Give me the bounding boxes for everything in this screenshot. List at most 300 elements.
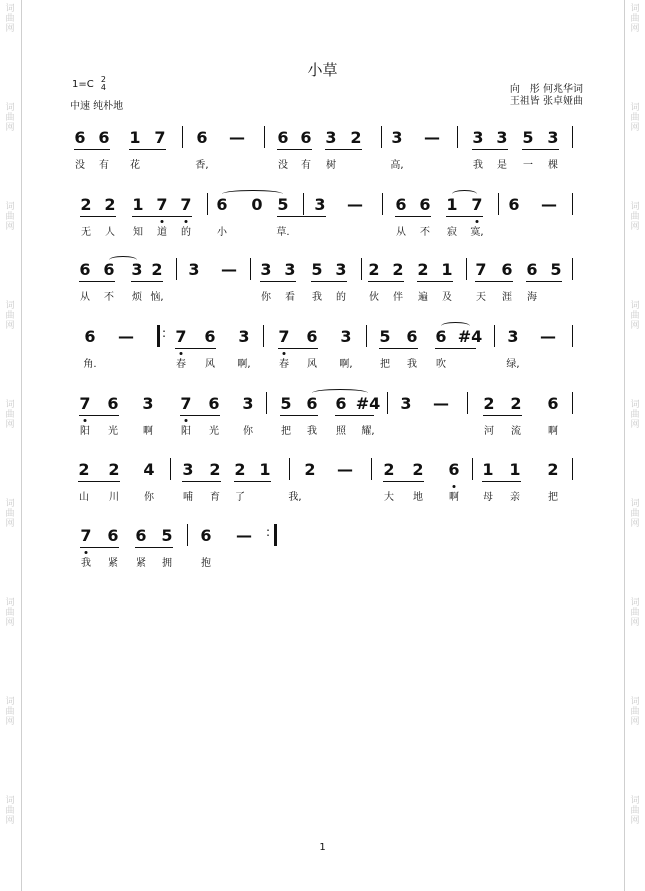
beam-line — [417, 281, 453, 282]
slur — [222, 190, 283, 198]
watermark-char: 词 — [630, 103, 640, 113]
note: 7 — [180, 394, 192, 413]
note: #4 — [457, 327, 483, 346]
bar-line — [572, 458, 573, 480]
watermark-char: 曲 — [630, 806, 640, 816]
watermark-char: 曲 — [630, 707, 640, 717]
lyric-char: 棵 — [548, 160, 558, 171]
note: 6 — [98, 128, 110, 147]
lyric-char: 不 — [420, 227, 430, 238]
lyric-char: 啊, — [339, 359, 353, 370]
note: 2 — [510, 394, 522, 413]
note: 2 — [350, 128, 362, 147]
watermark-block — [3, 499, 17, 529]
note: 6 — [306, 394, 318, 413]
lyric-char: 树 — [326, 160, 336, 171]
note: 6 — [501, 260, 513, 279]
lyric-char: 啊, — [237, 359, 251, 370]
note: 2 — [108, 460, 120, 479]
note: 3 — [507, 327, 519, 346]
note: 2 — [412, 460, 424, 479]
watermark-char: 曲 — [630, 14, 640, 24]
lyric-char: 从 — [396, 227, 406, 238]
watermark-char: 词 — [630, 400, 640, 410]
watermark-char: 词 — [630, 697, 640, 707]
bar-line — [466, 258, 467, 280]
note: 6 — [204, 327, 216, 346]
beam-line — [175, 348, 216, 349]
watermark-char: 词 — [630, 499, 640, 509]
bar-line — [274, 524, 277, 546]
watermark-char: 词 — [5, 796, 15, 806]
lyric-char: 寂 — [447, 227, 457, 238]
watermark-char: 网 — [5, 24, 15, 34]
watermark-char: 网 — [630, 618, 640, 628]
lyric-char: 香, — [195, 160, 209, 171]
lyric-char: 的 — [336, 292, 346, 303]
beam-line — [379, 348, 418, 349]
watermark-block — [628, 202, 642, 232]
beam-line — [475, 281, 513, 282]
beam-line — [79, 281, 115, 282]
beam-line — [132, 216, 192, 217]
note: 2 — [304, 460, 316, 479]
watermark-char: 词 — [630, 796, 640, 806]
page-number: 1 — [319, 842, 326, 853]
lyric-char: 伙 — [369, 292, 379, 303]
watermark-block — [3, 400, 17, 430]
lyric-char: 育 — [210, 492, 220, 503]
note: 3 — [260, 260, 272, 279]
lyric-char: 川 — [109, 492, 119, 503]
lyric-char: 风 — [307, 359, 317, 370]
watermark-char: 曲 — [630, 509, 640, 519]
note: 1 — [509, 460, 521, 479]
note: 6 — [200, 526, 212, 545]
watermark-block — [3, 697, 17, 727]
credits — [510, 84, 583, 108]
note: 3 — [188, 260, 200, 279]
lyric-char: 烦 — [132, 292, 142, 303]
bar-line — [457, 126, 458, 148]
bar-line — [366, 325, 367, 347]
lyric-char: 无 — [81, 227, 91, 238]
note: 2 — [383, 460, 395, 479]
note: 7 — [154, 128, 166, 147]
lyric-char: 高, — [390, 160, 404, 171]
note: 3 — [142, 394, 154, 413]
note: #4 — [355, 394, 381, 413]
lyric-char: 你 — [243, 426, 253, 437]
bar-line — [157, 325, 160, 347]
beam-line — [277, 216, 326, 217]
bar-line — [472, 458, 473, 480]
note: — — [229, 128, 245, 147]
lyric-char: 把 — [380, 359, 390, 370]
watermark-block — [628, 4, 642, 34]
lyric-char: 河 — [484, 426, 494, 437]
note: 5 — [522, 128, 534, 147]
note: 5 — [379, 327, 391, 346]
right-rail — [624, 0, 625, 891]
note: 3 — [340, 327, 352, 346]
note: 5 — [161, 526, 173, 545]
beam-line — [383, 481, 424, 482]
lyric-char: 光 — [108, 426, 118, 437]
watermark-char: 曲 — [5, 14, 15, 24]
watermark-char: 网 — [630, 816, 640, 826]
watermark-block — [3, 202, 17, 232]
lyric-char: 阳 — [80, 426, 90, 437]
note: 3 — [391, 128, 403, 147]
watermark-char: 网 — [5, 222, 15, 232]
lyric-char: 阳 — [181, 426, 191, 437]
lyric-char: 地 — [413, 492, 423, 503]
bar-line — [182, 126, 183, 148]
bar-line — [266, 392, 267, 414]
note: 6 — [277, 128, 289, 147]
watermark-block — [628, 598, 642, 628]
note: 6 — [508, 195, 520, 214]
lyric-char: 耀, — [361, 426, 375, 437]
watermark-char: 网 — [5, 123, 15, 133]
watermark-char: 曲 — [5, 311, 15, 321]
note: — — [337, 460, 353, 479]
beam-line — [180, 415, 220, 416]
watermark-char: 词 — [5, 697, 15, 707]
lyric-char: 吹 — [436, 359, 446, 370]
note: 2 — [80, 195, 92, 214]
note: 2 — [547, 460, 559, 479]
lyric-char: 照 — [336, 426, 346, 437]
watermark-char: 网 — [5, 321, 15, 331]
note: — — [118, 327, 134, 346]
time-top: 2 — [100, 75, 107, 84]
note: 2 — [104, 195, 116, 214]
lyric-char: 的 — [181, 227, 191, 238]
note: 3 — [131, 260, 143, 279]
watermark-char: 词 — [5, 499, 15, 509]
bar-line — [264, 126, 265, 148]
beam-line — [74, 149, 110, 150]
bar-line — [207, 193, 208, 215]
watermark-char: 曲 — [630, 212, 640, 222]
note: 1 — [446, 195, 458, 214]
note: 1 — [482, 460, 494, 479]
note: 5 — [277, 195, 289, 214]
bar-line — [250, 258, 251, 280]
beam-line — [446, 216, 483, 217]
watermark-char: 曲 — [5, 212, 15, 222]
note: 6 — [448, 460, 460, 479]
note: 7 — [471, 195, 483, 214]
beam-line — [78, 481, 120, 482]
note: 6 — [335, 394, 347, 413]
lyric-char: 啊 — [143, 426, 153, 437]
note: 0 — [251, 195, 263, 214]
note: — — [347, 195, 363, 214]
lyric-char: 角. — [83, 359, 97, 370]
lyric-char: 海 — [527, 292, 537, 303]
watermark-char: 网 — [5, 816, 15, 826]
lyric-char: 我 — [312, 292, 322, 303]
watermark-block — [3, 796, 17, 826]
note: 1 — [441, 260, 453, 279]
watermark-char: 曲 — [5, 608, 15, 618]
note: 3 — [325, 128, 337, 147]
slur — [312, 389, 368, 397]
watermark-block — [3, 4, 17, 34]
lyric-char: 天 — [476, 292, 486, 303]
beam-line — [435, 348, 476, 349]
note: 7 — [475, 260, 487, 279]
beam-line — [277, 149, 312, 150]
beam-line — [280, 415, 318, 416]
note: 7 — [80, 526, 92, 545]
note: 6 — [406, 327, 418, 346]
bar-line — [387, 392, 388, 414]
slur — [452, 190, 477, 198]
beam-line — [472, 149, 508, 150]
lyric-char: 涯 — [502, 292, 512, 303]
beam-line — [522, 149, 559, 150]
bar-line — [572, 325, 573, 347]
watermark-block — [3, 598, 17, 628]
beam-line — [129, 149, 166, 150]
beam-line — [311, 281, 347, 282]
note: — — [433, 394, 449, 413]
page-title: 小草 — [307, 61, 338, 79]
note: 6 — [84, 327, 96, 346]
lyric-char: 流 — [511, 426, 521, 437]
lyric-char: 春 — [176, 359, 186, 370]
watermark-char: 网 — [630, 222, 640, 232]
note: 2 — [234, 460, 246, 479]
note: 3 — [400, 394, 412, 413]
lyric-char: 春 — [279, 359, 289, 370]
beam-line — [234, 481, 271, 482]
bar-line — [572, 126, 573, 148]
lyric-char: 花 — [130, 160, 140, 171]
lyric-char: 山 — [79, 492, 89, 503]
beam-line — [483, 415, 522, 416]
beam-line — [182, 481, 221, 482]
watermark-char: 曲 — [630, 608, 640, 618]
note: 6 — [526, 260, 538, 279]
beam-line — [80, 216, 116, 217]
note: 6 — [306, 327, 318, 346]
lyric-char: 寞, — [470, 227, 484, 238]
watermark-block — [628, 499, 642, 529]
watermark-char: 词 — [5, 103, 15, 113]
note: 3 — [242, 394, 254, 413]
note: 6 — [107, 526, 119, 545]
watermark-block — [628, 400, 642, 430]
note: — — [540, 327, 556, 346]
lyric-char: 你 — [144, 492, 154, 503]
lyric-char: 小 — [217, 227, 227, 238]
time-signature — [101, 76, 106, 92]
note: 1 — [132, 195, 144, 214]
watermark-block — [628, 301, 642, 331]
beam-line — [278, 348, 318, 349]
beam-line — [79, 415, 119, 416]
lyric-char: 你 — [261, 292, 271, 303]
bar-line — [381, 126, 382, 148]
note: 7 — [278, 327, 290, 346]
beam-line — [395, 216, 431, 217]
lyric-char: 我 — [307, 426, 317, 437]
watermark-char: 网 — [630, 717, 640, 727]
bar-line — [176, 258, 177, 280]
note: 7 — [180, 195, 192, 214]
repeat-end-dots: : — [266, 525, 271, 539]
watermark-char: 词 — [630, 202, 640, 212]
note: 6 — [208, 394, 220, 413]
watermark-char: 词 — [5, 202, 15, 212]
beam-line — [131, 281, 163, 282]
note: 7 — [79, 394, 91, 413]
key-label: 1=C — [72, 78, 94, 90]
bar-line — [572, 258, 573, 280]
note: 6 — [79, 260, 91, 279]
lyric-char: 啊 — [548, 426, 558, 437]
bar-line — [467, 392, 468, 414]
watermark-char: 曲 — [630, 113, 640, 123]
bar-line — [572, 392, 573, 414]
bar-line — [572, 193, 573, 215]
watermark-char: 曲 — [5, 509, 15, 519]
note: 6 — [435, 327, 447, 346]
lyric-char: 是 — [497, 160, 507, 171]
tempo-marking: 中速 纯朴地 — [70, 101, 124, 112]
time-bottom: 4 — [100, 83, 107, 92]
lyric-char: 草. — [276, 227, 290, 238]
watermark-char: 词 — [5, 400, 15, 410]
bar-line — [361, 258, 362, 280]
slur — [441, 322, 470, 330]
note: 6 — [103, 260, 115, 279]
note: 6 — [300, 128, 312, 147]
note: 2 — [417, 260, 429, 279]
note: 4 — [143, 460, 155, 479]
lyric-char: 我 — [407, 359, 417, 370]
beam-line — [482, 481, 521, 482]
lyric-char: 不 — [104, 292, 114, 303]
note: 3 — [182, 460, 194, 479]
note: 5 — [280, 394, 292, 413]
watermark-char: 词 — [5, 4, 15, 14]
beam-line — [325, 149, 362, 150]
lyric-char: 光 — [209, 426, 219, 437]
note: 5 — [550, 260, 562, 279]
lyric-char: 我 — [81, 558, 91, 569]
watermark-char: 网 — [5, 420, 15, 430]
watermark-block — [628, 697, 642, 727]
lyric-char: 把 — [281, 426, 291, 437]
lyric-char: 把 — [548, 492, 558, 503]
lyric-char: 没 — [278, 160, 288, 171]
note: 6 — [395, 195, 407, 214]
bar-line — [498, 193, 499, 215]
note: 6 — [419, 195, 431, 214]
note: — — [236, 526, 252, 545]
lyric-char: 看 — [285, 292, 295, 303]
bar-line — [170, 458, 171, 480]
lyric-char: 道 — [157, 227, 167, 238]
note: 7 — [175, 327, 187, 346]
watermark-char: 曲 — [630, 410, 640, 420]
lyricist: 向 彤 何兆华词 — [509, 84, 583, 95]
watermark-block — [628, 103, 642, 133]
lyric-char: 人 — [105, 227, 115, 238]
watermark-char: 曲 — [5, 806, 15, 816]
watermark-char: 网 — [630, 321, 640, 331]
lyric-char: 遍 — [418, 292, 428, 303]
bar-line — [303, 193, 304, 215]
lyric-char: 知 — [133, 227, 143, 238]
bar-line — [187, 524, 188, 546]
beam-line — [80, 547, 119, 548]
note: — — [424, 128, 440, 147]
left-rail — [21, 0, 22, 891]
lyric-char: 哺 — [183, 492, 193, 503]
note: 6 — [135, 526, 147, 545]
beam-line — [335, 415, 374, 416]
watermark-char: 词 — [630, 598, 640, 608]
watermark-char: 网 — [630, 24, 640, 34]
note: 1 — [129, 128, 141, 147]
watermark-char: 网 — [630, 519, 640, 529]
note: 5 — [311, 260, 323, 279]
watermark-char: 网 — [5, 519, 15, 529]
bar-line — [289, 458, 290, 480]
note: 6 — [216, 195, 228, 214]
watermark-char: 曲 — [630, 311, 640, 321]
lyric-char: 伴 — [393, 292, 403, 303]
watermark-char: 网 — [5, 618, 15, 628]
lyric-char: 我 — [473, 160, 483, 171]
composer: 王祖皆 张卓娅曲 — [509, 96, 583, 107]
note: 6 — [74, 128, 86, 147]
lyric-char: 有 — [99, 160, 109, 171]
watermark-char: 曲 — [5, 707, 15, 717]
note: 6 — [107, 394, 119, 413]
note: 3 — [547, 128, 559, 147]
beam-line — [526, 281, 562, 282]
note: 3 — [496, 128, 508, 147]
bar-line — [494, 325, 495, 347]
note: 2 — [78, 460, 90, 479]
note: 3 — [314, 195, 326, 214]
lyric-char: 母 — [483, 492, 493, 503]
watermark-block — [3, 103, 17, 133]
note: 2 — [392, 260, 404, 279]
watermark-char: 词 — [5, 301, 15, 311]
lyric-char: 没 — [75, 160, 85, 171]
lyric-char: 抱 — [201, 558, 211, 569]
lyric-char: 一 — [523, 160, 533, 171]
watermark-char: 词 — [630, 4, 640, 14]
lyric-char: 亲 — [510, 492, 520, 503]
watermark-char: 曲 — [5, 113, 15, 123]
note: 2 — [483, 394, 495, 413]
watermark-char: 网 — [630, 123, 640, 133]
lyric-char: 大 — [384, 492, 394, 503]
lyric-char: 恼, — [150, 292, 164, 303]
beam-line — [260, 281, 296, 282]
note: 6 — [196, 128, 208, 147]
